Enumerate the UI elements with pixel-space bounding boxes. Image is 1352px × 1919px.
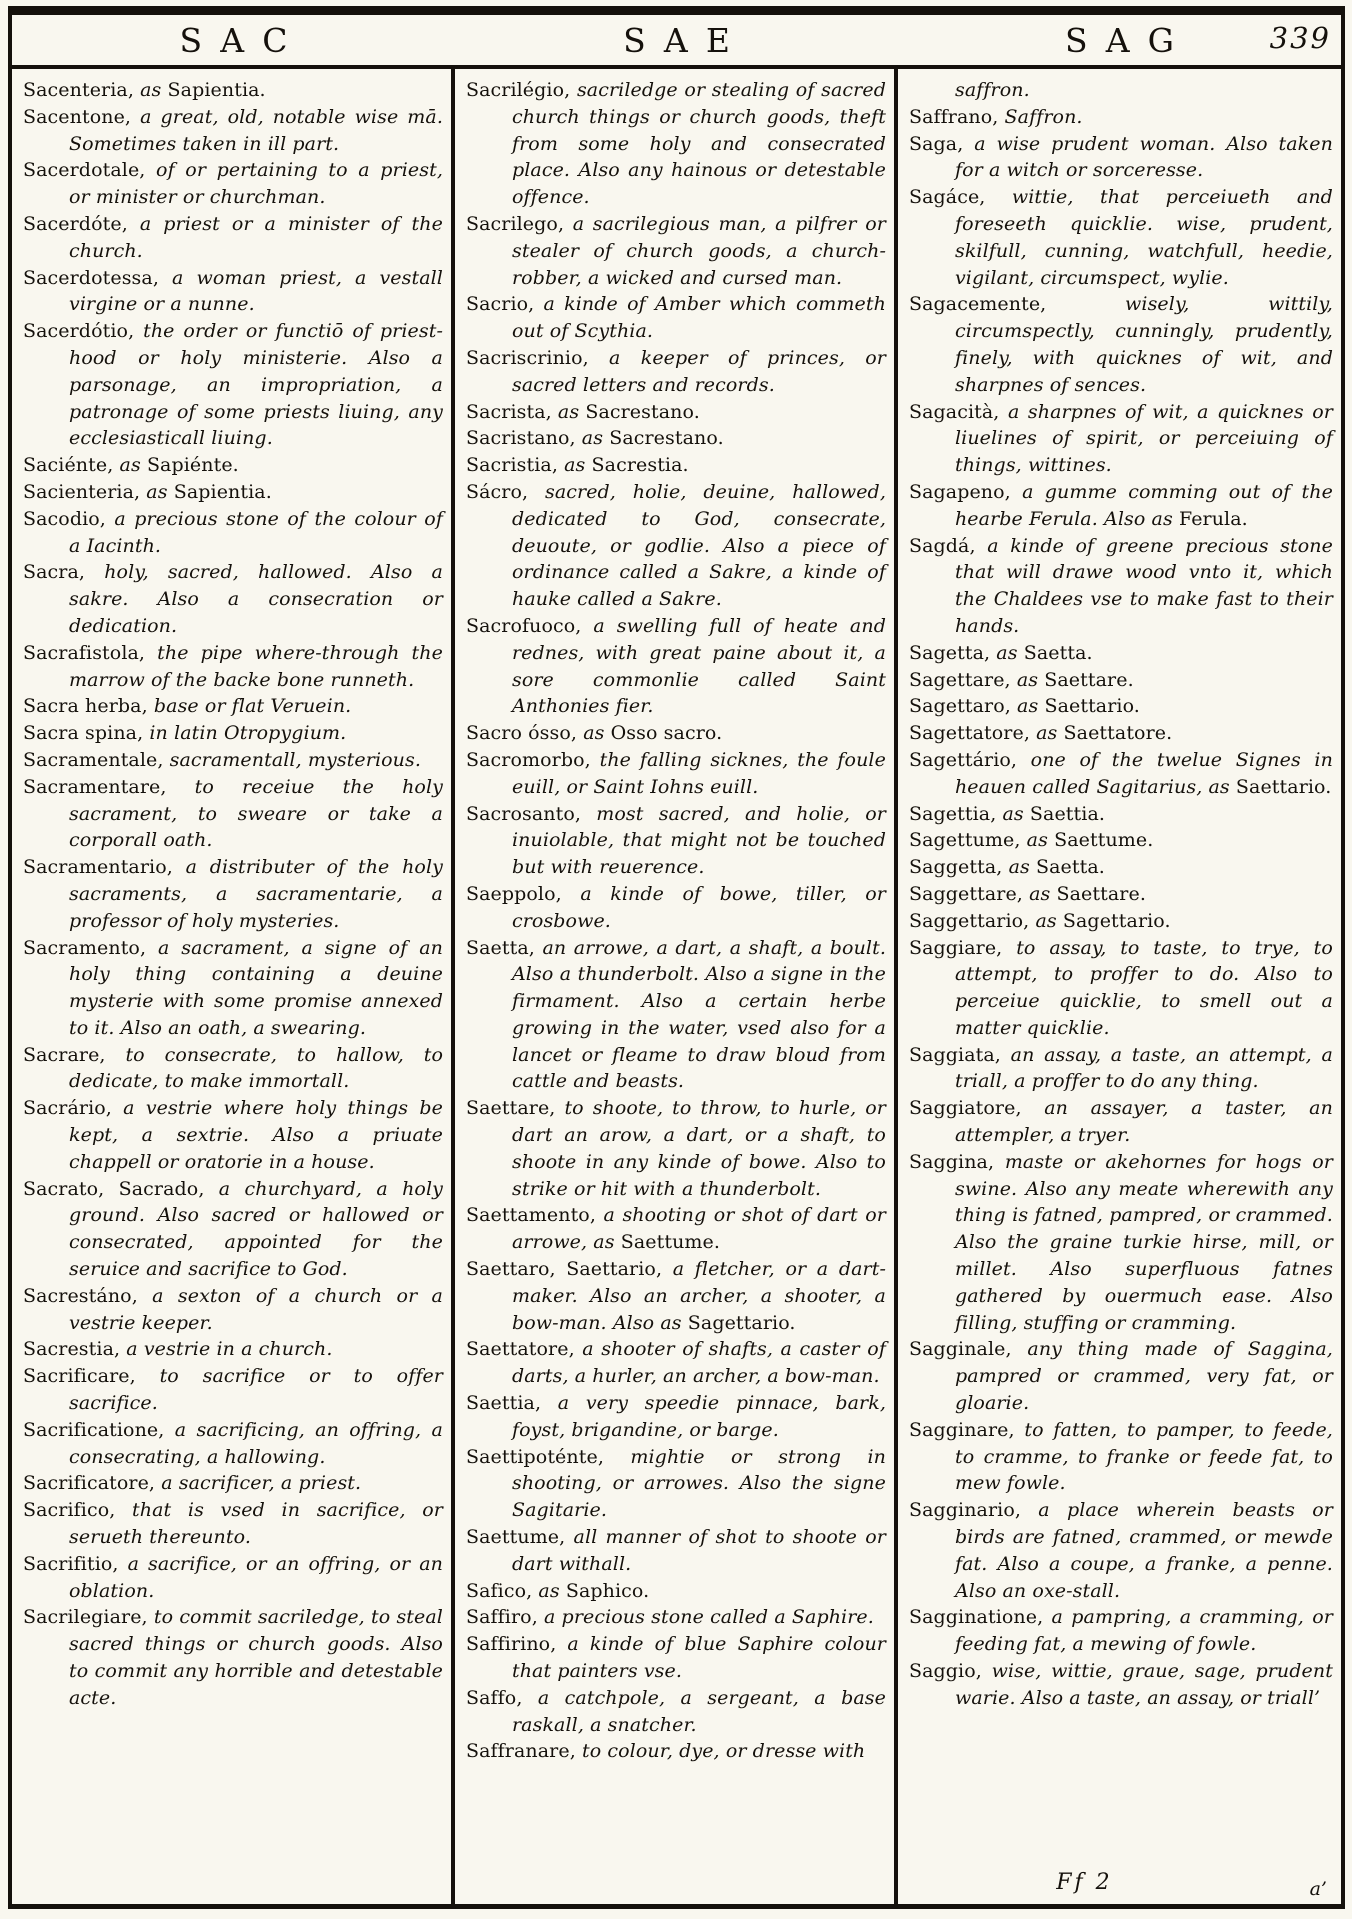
dictionary-entry: [23, 1497, 443, 1551]
entry-headword: Saettatore,: [465, 1338, 583, 1361]
entry-headword: Sacramentario,: [23, 856, 186, 879]
dictionary-entry: [466, 1390, 886, 1444]
dictionary-entry: [23, 720, 443, 747]
entry-definition: as: [581, 427, 610, 450]
entry-headword: Sacriscrinio,: [465, 346, 610, 369]
entry-headword: Sacra herba,: [23, 695, 154, 718]
dictionary-entry: [909, 1604, 1333, 1658]
entry-headword: Sacramentale,: [23, 748, 170, 771]
dictionary-entry: [466, 881, 886, 935]
entry-headword: Saettare,: [465, 1097, 565, 1120]
entry-headword: Sagacità,: [908, 400, 1008, 423]
entry-headword: Sacro ósso,: [465, 722, 584, 745]
entry-cross-reference: Sacrestano.: [609, 427, 724, 450]
entry-cross-reference: Sapiénte.: [146, 454, 239, 477]
entry-definition: to receiue the holy sacrament, to sweare or take a corporall oath.: [69, 775, 443, 852]
entry-headword: Sacerdotale,: [23, 159, 157, 182]
entry-definition: an arrowe, a dart, a shaft, a boult. Also a thunderbolt. Also a signe in the firmament. Also a certain herbe growing in the water, vsed also for a lancet or fleame to draw bloud from cattle and beasts.: [511, 936, 886, 1093]
entry-headword: Sacra,: [23, 561, 105, 584]
entry-definition: any thing made of Saggina, pampred or crammed, very fat, or gloarie.: [954, 1338, 1333, 1415]
dictionary-entry: [909, 1497, 1333, 1604]
dictionary-entry: [909, 908, 1333, 935]
entry-definition: holy, sacred, hallowed. Also a sakre. Also a consecration or dedication.: [69, 561, 443, 637]
entry-definition: one of the twelue Signes in heauen called Sagitarius, as: [954, 748, 1333, 798]
dictionary-entry: [466, 720, 886, 747]
entry-definition: in latin Otropygium.: [149, 722, 347, 745]
entry-definition: sacriledge or stealing of sacred church things or church goods, theft from some holy and consecrated place. Also any hainous or detestable offence.: [511, 79, 886, 209]
entry-definition: as: [1017, 695, 1045, 718]
entry-definition: to consecrate, to hallow, to dedicate, to make immortall.: [69, 1043, 443, 1093]
entry-cross-reference: Saettario.: [1044, 695, 1140, 718]
entry-cross-reference: Saettare.: [1044, 668, 1134, 691]
entry-headword: Saettipoténte,: [465, 1445, 631, 1468]
entry-cross-reference: Saetta.: [1023, 641, 1093, 664]
entry-headword: Saffo,: [465, 1686, 538, 1709]
dictionary-entry: [23, 77, 443, 104]
dictionary-entry: [23, 774, 443, 854]
entry-headword: Saettia,: [465, 1392, 558, 1415]
entry-headword: Sacramento,: [23, 936, 158, 959]
entry-headword: Sagapeno,: [908, 480, 1023, 503]
dictionary-entry: [466, 801, 886, 881]
entry-headword: Sacrestáno,: [23, 1284, 153, 1307]
column-1-entries: [23, 77, 443, 1904]
entry-headword: Sacrista,: [465, 400, 558, 423]
dictionary-entry: [466, 1578, 886, 1605]
entry-headword: Sagettaro,: [908, 695, 1018, 718]
entry-headword: Saettume,: [465, 1526, 574, 1549]
dictionary-entry: [466, 1631, 886, 1685]
entry-headword: Saffrano,: [908, 105, 1005, 128]
entry-headword: Sagginale,: [908, 1338, 1028, 1361]
dictionary-entry: [23, 1363, 443, 1417]
entry-definition: wisely, wittily, circumspectly, cunningly, prudently, finely, with quicknes of wit, and sharpnes of sences.: [954, 293, 1333, 396]
entry-headword: Sacrofuoco,: [465, 614, 594, 637]
entry-headword: Saffiro,: [465, 1606, 544, 1629]
entry-headword: Saggetta,: [908, 856, 1009, 879]
dictionary-entry: [909, 1095, 1333, 1149]
dictionary-entry: [909, 720, 1333, 747]
dictionary-entry: [23, 1336, 443, 1363]
entry-headword: Saggiata,: [908, 1043, 1011, 1066]
entry-cross-reference: Sagettario.: [1062, 909, 1171, 932]
entry-headword: Saggettare,: [908, 882, 1030, 905]
entry-definition: a precious stone of the colour of a Iacinth.: [69, 507, 443, 557]
entry-definition: a vestrie where holy things be kept, a sextrie. Also a priuate chappell or oratorie in a house.: [69, 1097, 443, 1173]
dictionary-entry: [23, 693, 443, 720]
entry-definition: an assayer, a taster, an attempler, a tryer.: [954, 1097, 1333, 1147]
column-2: [455, 69, 898, 1904]
dictionary-entry: [909, 1336, 1333, 1416]
dictionary-entry: [909, 935, 1333, 1042]
entry-headword: Saggio,: [908, 1660, 992, 1683]
entry-definition: all manner of shot to shoote or dart withall.: [511, 1526, 886, 1575]
entry-headword: Sacerdóte,: [23, 212, 140, 235]
dictionary-entry: [23, 452, 443, 479]
dictionary-entry: [466, 291, 886, 345]
dictionary-entry: [23, 1283, 443, 1337]
column-3: [898, 69, 1341, 1904]
page-header: [12, 15, 1341, 69]
entry-definition: as: [1036, 722, 1064, 745]
entry-definition: of or pertaining to a priest, or minister or churchman.: [69, 159, 443, 209]
entry-definition: as: [557, 400, 586, 423]
dictionary-entry: [23, 157, 443, 211]
entry-headword: Sagáce,: [908, 186, 1012, 209]
dictionary-entry: [23, 854, 443, 934]
page-number: 339: [1269, 21, 1331, 55]
entry-definition: sacred, holie, deuine, hallowed, dedicated to God, consecrate, deuoute, or godlie. Also a piece of ordinance called a Sakre, a kinde of hauke called a Sakre.: [511, 480, 886, 611]
entry-definition: that is vsed in sacrifice, or serueth thereunto.: [69, 1499, 443, 1549]
dictionary-entry: [23, 935, 443, 1042]
entry-headword: Sacramentare,: [23, 775, 195, 798]
entry-headword: Sacrilégio,: [465, 79, 577, 101]
entry-headword: Sagettário,: [908, 748, 1031, 771]
dictionary-entry: [466, 1604, 886, 1631]
entry-definition: a sacrilegious man, a pilfrer or stealer of church goods, a church-robber, a wicked and cursed man.: [511, 212, 886, 289]
dictionary-entry: [909, 1042, 1333, 1096]
entry-definition: as: [1029, 882, 1057, 905]
entry-cross-reference: Saettare.: [1056, 882, 1146, 905]
entry-headword: Sagettatore,: [908, 722, 1037, 745]
column-2-entries: [466, 77, 886, 1904]
entry-headword: Sagginare,: [908, 1418, 1025, 1441]
entry-definition: wise, wittie, graue, sage, prudent warie. Also a taste, an assay, or triall’: [954, 1660, 1333, 1709]
entry-headword: Sacienteria,: [23, 480, 147, 503]
entry-definition: saffron.: [954, 79, 1030, 101]
entry-definition: a kinde of greene precious stone that will drawe wood vnto it, which the Chaldees vse to make fast to their hands.: [954, 534, 1333, 637]
dictionary-entry: [23, 747, 443, 774]
entry-definition: to assay, to taste, to trye, to attempt, to proffer to do. Also to perceiue quicklie, to smell out a matter quicklie.: [954, 936, 1333, 1039]
dictionary-entry: [23, 506, 443, 560]
entry-headword: Sagginario,: [908, 1499, 1039, 1522]
entry-definition: a woman priest, a vestall virgine or a nunne.: [69, 266, 443, 316]
dictionary-entry: [909, 184, 1333, 291]
entry-headword: Sacrificatione,: [23, 1418, 175, 1441]
entry-definition: to colour, dye, or dresse with: [581, 1740, 866, 1763]
entry-definition: a place wherein beasts or birds are fatned, crammed, or mewde fat. Also a coupe, a franke, a penne. Also an oxe-stall.: [954, 1499, 1333, 1602]
dictionary-entry: [909, 801, 1333, 828]
entry-headword: Sacrificare,: [23, 1365, 160, 1388]
entry-headword: Sacrafistola,: [23, 641, 158, 664]
running-head-sac: SAC: [179, 20, 306, 60]
entry-cross-reference: Sagettario.: [687, 1311, 796, 1334]
dictionary-entry: [23, 211, 443, 265]
dictionary-entry: [909, 399, 1333, 479]
entry-definition: an assay, a taste, an attempt, a triall, a proffer to do any thing.: [954, 1043, 1333, 1093]
entry-definition: as: [146, 480, 174, 503]
entry-definition: a priest or a minister of the church.: [69, 212, 443, 262]
entry-headword: Sacrifico,: [23, 1499, 133, 1522]
entry-headword: Saffirino,: [465, 1633, 568, 1656]
entry-headword: Sacrifitio,: [23, 1552, 128, 1575]
entry-definition: as: [1008, 856, 1036, 879]
dictionary-entry: [23, 265, 443, 319]
entry-headword: Sacromorbo,: [465, 748, 600, 771]
entry-definition: a sacrifice, or an offring, or an oblation.: [69, 1552, 443, 1602]
entry-definition: as: [1026, 829, 1055, 852]
entry-headword: Sacrio,: [465, 293, 544, 316]
column-3-entries: [909, 77, 1333, 1904]
dictionary-entry: [466, 1444, 886, 1524]
entry-definition: base or flat Veruein.: [153, 695, 352, 718]
entry-headword: Saeppolo,: [465, 882, 581, 905]
dictionary-entry: [466, 211, 886, 291]
entry-definition: as: [583, 722, 611, 745]
dictionary-entry: [466, 1738, 886, 1765]
dictionary-entry: [909, 854, 1333, 881]
entry-headword: Sacentone,: [23, 105, 141, 128]
entry-headword: Sagetta,: [908, 641, 997, 664]
entry-definition: a sexton of a church or a vestrie keeper.: [69, 1284, 443, 1334]
entry-definition: a catchpole, a sergeant, a base raskall, a snatcher.: [511, 1686, 886, 1736]
entry-definition: to shoote, to throw, to hurle, or dart an arow, a dart, or a shaft, to shoote in any kinde of bowe. Also to strike or hit with a thunderbolt.: [511, 1097, 886, 1200]
entry-definition: a swelling full of heate and rednes, with great paine about it, a sore commonlie called Saint Anthonies fier.: [511, 614, 886, 718]
dictionary-entry: [23, 640, 443, 694]
entry-headword: Sacerdotessa,: [23, 266, 172, 289]
entry-headword: Sagettare,: [908, 668, 1017, 691]
entry-definition: as: [119, 454, 147, 477]
entry-cross-reference: Saetta.: [1035, 856, 1105, 879]
entry-headword: Saffranare,: [465, 1740, 582, 1763]
entry-definition: a shooting or shot of dart or arrowe, as: [511, 1204, 886, 1254]
entry-definition: a precious stone called a Saphire.: [543, 1606, 874, 1629]
dictionary-entry: [466, 1336, 886, 1390]
dictionary-entry: [466, 479, 886, 613]
entry-headword: Sacrilego,: [465, 212, 573, 235]
entry-headword: Saggiare,: [908, 936, 1017, 959]
entry-definition: a wise prudent woman. Also taken for a witch or sorceresse.: [954, 132, 1333, 182]
entry-definition: the pipe where-through the marrow of the backe bone runneth.: [69, 641, 443, 691]
dictionary-entry: [466, 77, 886, 211]
dictionary-entry: [23, 1417, 443, 1471]
dictionary-entry: [466, 452, 886, 479]
dictionary-entry: [909, 479, 1333, 533]
entry-definition: a kinde of Amber which commeth out of Scythia.: [511, 293, 886, 343]
signature-mark: Ff 2: [1056, 1870, 1113, 1895]
entry-definition: as: [1016, 668, 1045, 691]
dictionary-entry: [909, 881, 1333, 908]
dictionary-entry: [909, 827, 1333, 854]
entry-headword: Sacenteria,: [23, 79, 141, 101]
entry-cross-reference: Sapientia.: [173, 480, 272, 503]
dictionary-entry: [23, 1604, 443, 1711]
entry-definition: the order or functiō of priest-hood or holy ministerie. Also a parsonage, an impropriation, a patronage of some priests liuing, any ecclesiasticall liuing.: [69, 320, 443, 450]
entry-headword: Sacrilegiare,: [23, 1606, 154, 1629]
entry-definition: a kinde of bowe, tiller, or crosbowe.: [511, 882, 886, 932]
dictionary-entry: [466, 399, 886, 426]
entry-definition: mightie or strong in shooting, or arrowes. Also the signe Sagitarie.: [511, 1445, 886, 1522]
entry-cross-reference: Saettario.: [1235, 775, 1332, 798]
entry-definition: maste or akehornes for hogs or swine. Also any meate wherewith any thing is fatned, pampred, or crammed. Also the graine turkie hirse, mill, or millet. Also superfluous fatnes gathered by ouermuch ease. Also filling, stuffing or cramming.: [954, 1150, 1333, 1334]
catchword: a’: [1309, 1878, 1327, 1900]
dictionary-entry: [909, 77, 1333, 104]
entry-headword: Safico,: [465, 1579, 539, 1602]
dictionary-entry: [466, 613, 886, 720]
dictionary-entry: [23, 1095, 443, 1175]
entry-headword: Sacristia,: [465, 454, 565, 477]
entry-headword: Saettamento,: [465, 1204, 604, 1227]
entry-definition: as: [140, 79, 168, 101]
dictionary-entry: [909, 667, 1333, 694]
entry-definition: wittie, that perceiueth and foreseeth quicklie. wise, prudent, skilfull, cunning, watchfull, heedie, vigilant, circumspect, wylie.: [954, 186, 1333, 289]
entry-headword: Sácro,: [465, 480, 545, 503]
entry-cross-reference: Saphico.: [565, 1579, 650, 1602]
dictionary-entry: [23, 479, 443, 506]
entry-definition: as: [564, 454, 592, 477]
entry-definition: a great, old, notable wise mā. Sometimes taken in ill part.: [69, 105, 443, 155]
entry-definition: as: [538, 1579, 566, 1602]
entry-definition: a very speedie pinnace, bark, foyst, brigandine, or barge.: [511, 1392, 886, 1441]
dictionary-entry: [909, 1658, 1333, 1712]
dictionary-entry: [23, 559, 443, 639]
entry-headword: Sacrare,: [23, 1043, 126, 1066]
dictionary-entry: [466, 747, 886, 801]
page-body: [12, 69, 1341, 1904]
entry-definition: Saffron.: [1004, 105, 1083, 128]
entry-definition: as: [996, 641, 1024, 664]
entry-headword: Sacrato, Sacrado,: [23, 1177, 219, 1200]
entry-definition: a fletcher, or a dart-maker. Also an archer, a shooter, a bow-man. Also as: [511, 1258, 886, 1334]
dictionary-entry: [466, 1202, 886, 1256]
running-head-sae: SAE: [623, 20, 749, 60]
entry-definition: a keeper of princes, or sacred letters and records.: [511, 346, 886, 396]
dictionary-entry: [909, 640, 1333, 667]
entry-definition: a distributer of the holy sacraments, a sacramentarie, a professor of holy mysteries.: [69, 856, 443, 932]
entry-definition: the falling sicknes, the foule euill, or Saint Iohns euill.: [511, 748, 886, 798]
entry-cross-reference: Saettume.: [1054, 829, 1154, 852]
dictionary-entry: [23, 1551, 443, 1605]
dictionary-entry: [466, 1524, 886, 1578]
entry-definition: to commit sacriledge, to steal sacred things or church goods. Also to commit any horrible and detestable acte.: [69, 1606, 443, 1709]
entry-headword: Saettaro, Saettario,: [465, 1258, 673, 1281]
entry-definition: as: [1002, 802, 1030, 825]
entry-headword: Sacrificatore,: [23, 1472, 162, 1495]
entry-headword: Sacristano,: [465, 427, 582, 450]
running-head-sag: SAG: [1064, 20, 1193, 60]
entry-headword: Saggina,: [908, 1150, 1005, 1173]
dictionary-entry: [23, 1176, 443, 1283]
entry-definition: to fatten, to pamper, to feede, to cramme, to franke or feede fat, to mew fowle.: [954, 1418, 1333, 1495]
entry-cross-reference: Sapientia.: [167, 79, 266, 101]
entry-definition: a sacrificer, a priest.: [161, 1472, 362, 1495]
dictionary-entry: [466, 425, 886, 452]
dictionary-entry: [909, 104, 1333, 131]
entry-headword: Sagginatione,: [908, 1606, 1052, 1629]
dictionary-entry: [909, 693, 1333, 720]
dictionary-entry: [466, 1685, 886, 1739]
entry-definition: to sacrifice or to offer sacrifice.: [69, 1365, 443, 1415]
entry-headword: Saggettario,: [908, 909, 1036, 932]
dictionary-entry: [909, 291, 1333, 398]
entry-definition: a churchyard, a holy ground. Also sacred or hallowed or consecrated, appointed for the seruice and sacrifice to God.: [69, 1177, 443, 1281]
entry-headword: Sagdá,: [908, 534, 988, 557]
entry-cross-reference: Saettia.: [1029, 802, 1106, 825]
entry-cross-reference: Osso sacro.: [610, 722, 723, 745]
entry-headword: Sacerdótio,: [23, 320, 144, 343]
dictionary-entry: [466, 935, 886, 1096]
entry-cross-reference: Ferula.: [1178, 507, 1248, 530]
entry-cross-reference: Saettatore.: [1063, 722, 1173, 745]
entry-headword: Saetta,: [465, 936, 543, 959]
dictionary-entry: [466, 1095, 886, 1202]
entry-headword: Sagettume,: [908, 829, 1027, 852]
dictionary-entry: [909, 131, 1333, 185]
entry-definition: a gumme comming out of the hearbe Ferula. Also as: [954, 480, 1333, 530]
entry-cross-reference: Sacrestano.: [585, 400, 700, 423]
entry-cross-reference: Sacrestia.: [591, 454, 689, 477]
dictionary-entry: [466, 1256, 886, 1336]
entry-headword: Saciénte,: [23, 454, 120, 477]
dictionary-entry: [23, 318, 443, 452]
dictionary-entry: [909, 1149, 1333, 1337]
entry-headword: Saggiatore,: [908, 1097, 1045, 1120]
entry-definition: as: [1035, 909, 1063, 932]
page-frame: [8, 6, 1345, 1909]
entry-definition: a shooter of shafts, a caster of darts, a hurler, an archer, a bow-man.: [511, 1338, 886, 1388]
dictionary-entry: [23, 1470, 443, 1497]
entry-definition: a sacrificing, an offring, a consecrating, a hallowing.: [69, 1418, 443, 1468]
entry-headword: Sacra spina,: [23, 722, 150, 745]
dictionary-entry: [466, 345, 886, 399]
entry-headword: Sacrestia,: [23, 1338, 127, 1361]
page-footer: [898, 1870, 1331, 1900]
dictionary-entry: [23, 104, 443, 158]
column-1: [12, 69, 455, 1904]
entry-definition: a kinde of blue Saphire colour that painters vse.: [511, 1633, 886, 1683]
entry-headword: Sagettia,: [908, 802, 1003, 825]
entry-headword: Saga,: [908, 132, 975, 155]
dictionary-entry: [23, 1042, 443, 1096]
entry-definition: a sacrament, a signe of an holy thing containing a deuine mysterie with some promise annexed to it. Also an oath, a swearing.: [69, 936, 443, 1039]
entry-definition: a vestrie in a church.: [126, 1338, 333, 1361]
entry-cross-reference: Saettume.: [620, 1231, 721, 1254]
entry-headword: Sacodio,: [23, 507, 115, 530]
entry-headword: Sacrário,: [23, 1097, 124, 1120]
dictionary-entry: [909, 747, 1333, 801]
entry-definition: a pampring, a cramming, or feeding fat, a mewing of fowle.: [954, 1606, 1333, 1656]
entry-definition: a sharpnes of wit, a quicknes or liuelines of spirit, or perceiuing of things, wittines.: [954, 400, 1333, 477]
entry-headword: Sagacemente,: [908, 293, 1126, 316]
entry-definition: most sacred, and holie, or inuiolable, that might not be touched but with reuerence.: [511, 802, 886, 879]
entry-definition: sacramentall, mysterious.: [169, 748, 421, 771]
entry-headword: Sacrosanto,: [465, 802, 597, 825]
dictionary-entry: [909, 1417, 1333, 1497]
dictionary-entry: [909, 533, 1333, 640]
